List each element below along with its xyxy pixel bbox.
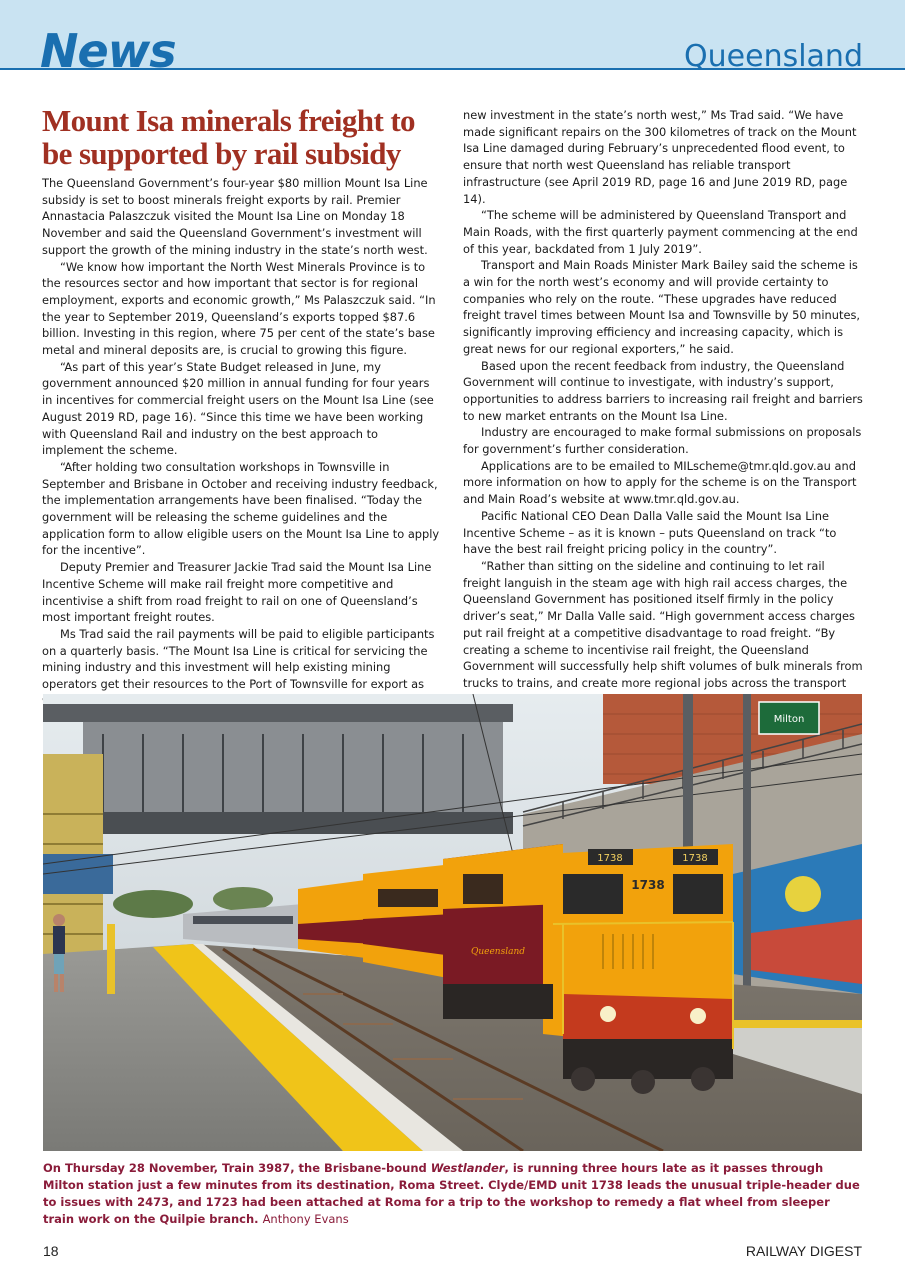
paragraph: “The scheme will be administered by Queensland Transport and Main Roads, with the first quarterly payment commencing at the end of this year, backdated from 1 July 2019”. <box>463 208 858 256</box>
loco-livery-text: Queensland <box>470 947 526 957</box>
station-sign: Milton <box>773 714 805 725</box>
article-column-left <box>42 175 442 710</box>
paragraph: Deputy Premier and Treasurer Jackie Trad said the Mount Isa Line Incentive Scheme will make rail freight more competitive and incentivise a shift from road freight to rail on one of Queensland’s most important freight routes. <box>42 560 432 625</box>
paragraph: Ms Trad said the rail payments will be paid to eligible participants on a quarterly basis. “The Mount Isa Line is critical for servicing the mining industry and this investment will help existing mining operators get their resources to the Port of Townsville for export as <box>42 626 435 692</box>
magazine-name: RAILWAY DIGEST <box>745 1243 862 1259</box>
article-headline: Mount Isa minerals freight to be supported by rail subsidy <box>42 103 415 171</box>
caption-text: On Thursday 28 November, Train 3987, the Brisbane-bound <box>43 1161 431 1175</box>
paragraph: “As part of this year’s State Budget released in June, my government announced $20 million in annual funding for four years in incentives for commercial freight users on the Mount Isa Line (see August 2019 RD, page 16). “Since this time we have been working with Queensland Rail and industry on the best approach to implement the scheme. <box>42 359 434 458</box>
article-column-right <box>463 107 863 708</box>
paragraph: Transport and Main Roads Minister Mark Bailey said the scheme is a win for the north west’s economy and will provide certainty to companies who rely on the route. “These upgrades have reduced freight travel times between Mount Isa and Townsville by 50 minutes, significantly improving efficiency and increasing capacity, which is great news for our regional exporters,” he said. <box>463 258 861 356</box>
caption-train-name: Westlander <box>430 1161 505 1175</box>
photo-credit: Anthony Evans <box>262 1212 349 1226</box>
page-header-band <box>0 0 905 78</box>
paragraph: Industry are encouraged to make formal submissions on proposals for government’s further consideration. <box>463 425 862 457</box>
section-title: News <box>40 24 176 78</box>
paragraph: “We know how important the North West Minerals Province is to the resources sector and how important that sector is for regional employment, exports and economic growth,” Ms Palaszczuk said. “In the year to September 2019, Queensland’s exports topped $87.6 billion. Investing in this region, where 75 per cent of the state’s base metal and mineral deposits are, is crucial to growing this figure. <box>42 259 436 358</box>
paragraph: The Queensland Government’s four-year $80 million Mount Isa Line subsidy is set to boost minerals freight exports by rail. Premier Annastacia Palaszczuk visited the Mount Isa Line on Monday 18 November and said the Queensland Government’s investment will support the growth of the mining industry in the state’s north west. <box>42 176 428 257</box>
loco-number-plate: 1738 <box>682 853 708 864</box>
region-label: Queensland <box>684 39 863 74</box>
paragraph: new investment in the state’s north west,” Ms Trad said. “We have made significant repairs on the 300 kilometres of track on the Mount Isa Line damaged during February’s unprecedented flood event, to ensure that north west Queensland has reliable transport infrastructure (see April 2019 RD, page 16 and June 2019 RD, page 14). <box>463 108 857 206</box>
paragraph: Based upon the recent feedback from industry, the Queensland Government will continue to investigate, with industry’s support, opportunities to address barriers to increasing rail freight and barriers to new market entrants on the Mount Isa Line. <box>463 358 863 423</box>
train-photo <box>43 694 862 1151</box>
page-number: 18 <box>43 1243 59 1259</box>
paragraph: Applications are to be emailed to MILscheme@tmr.qld.gov.au and more information on how to apply for the scheme is on the Transport and Main Road’s website at www.tmr.qld.gov.au. <box>463 458 857 507</box>
paragraph: “After holding two consultation workshops in Townsville in September and Brisbane in October and receiving industry feedback, the implementation arrangements have been finalised. “Today the government will be releasing the scheme guidelines and the application form to allow eligible users on the Mount Isa Line to apply for the incentive”. <box>42 459 440 558</box>
loco-number-plate: 1738 <box>597 853 623 864</box>
loco-number-nose: 1738 <box>631 878 665 892</box>
caption-text: , is running three hours late as it passes through Milton station just a few minutes from its destination, Roma Street. Clyde/EMD unit 1738 leads the unusual triple-header due to issues with 2473, and 1723 had been attached at Roma for a trip to the workshop to remedy a flat wheel from sleeper train work on the Quilpie branch. <box>43 1161 860 1226</box>
paragraph: “Rather than sitting on the sideline and continuing to let rail freight languish in the steam age with high rail access charges, the Queensland Government has positioned itself firmly in the policy driver’s seat,” Mr Dalla Valle said. “High government access charges put rail freight at a competitive disadvantage to road freight. “By creating a scheme to incentivise rail freight, the Queensland Government will successfully help shift volumes of bulk minerals from trucks to trains, and create more regional jobs across the transport <box>463 558 863 690</box>
photo-caption <box>43 1160 862 1228</box>
paragraph: Pacific National CEO Dean Dalla Valle said the Mount Isa Line Incentive Scheme – as it is known – puts Queensland on track “to have the best rail freight pricing policy in the country”. <box>463 508 837 557</box>
